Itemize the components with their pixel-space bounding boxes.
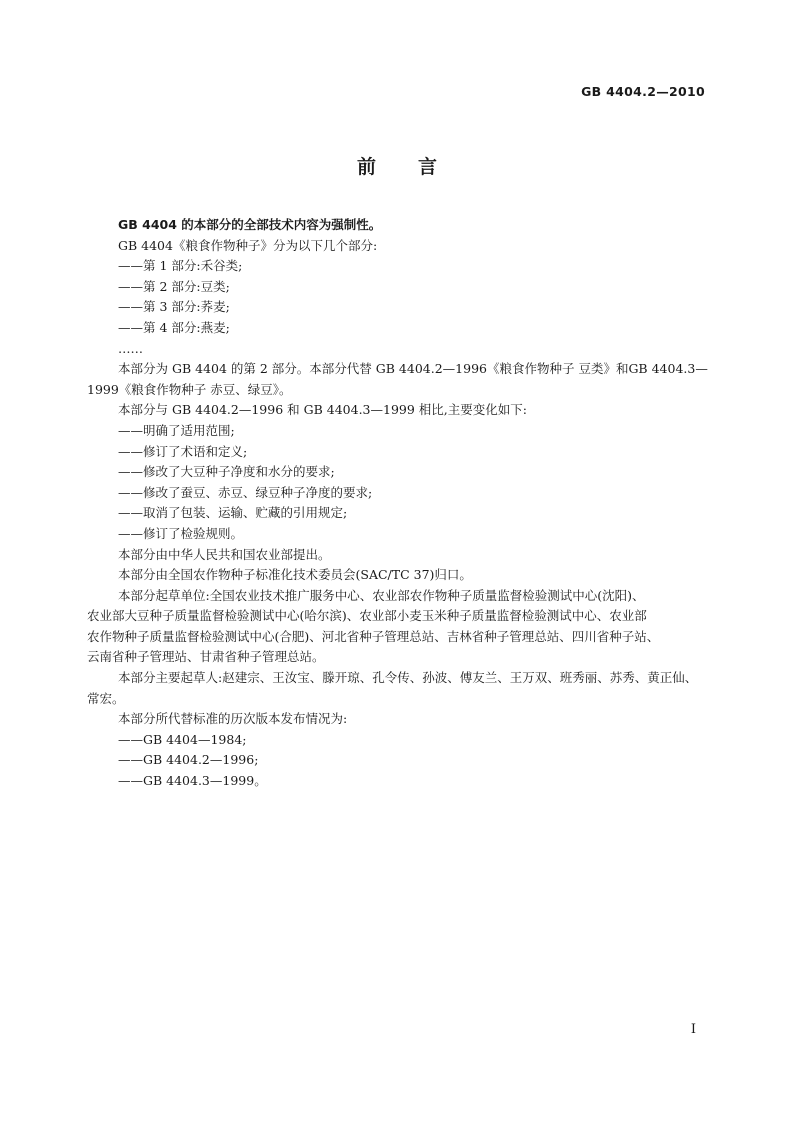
page-title: 前言 xyxy=(356,156,479,178)
drafters: 本部分主要起草人:赵建宗、王汝宝、滕开琼、孔令传、孙波、傅友兰、王万双、班秀丽、苏秀、黄正仙、 xyxy=(118,670,698,686)
committee-statement: 本部分由全国农作物种子标准化技术委员会(SAC/TC 37)归口。 xyxy=(118,567,472,583)
change-item: ——修改了蚕豆、赤豆、绿豆种子净度的要求; xyxy=(118,484,373,500)
ellipsis: …… xyxy=(118,340,143,356)
changes-intro: 本部分与 GB 4404.2—1996 和 GB 4404.3—1999 相比,主要变化如下: xyxy=(118,402,527,418)
replacement-statement: 本部分为 GB 4404 的第 2 部分。本部分代替 GB 4404.2—1996《粮食作物种子 豆类》和GB 4404.3— xyxy=(118,361,708,377)
drafting-units-cont: 云南省种子管理站、甘肃省种子管理总站。 xyxy=(87,649,325,665)
proposer-statement: 本部分由中华人民共和国农业部提出。 xyxy=(118,546,331,562)
drafters-cont: 常宏。 xyxy=(87,690,125,706)
standard-code: GB 4404.2—2010 xyxy=(581,84,705,99)
part-list-item: ——第 4 部分:燕麦; xyxy=(118,319,230,335)
parts-intro: GB 4404《粮食作物种子》分为以下几个部分: xyxy=(118,237,378,253)
mandatory-statement: GB 4404 的本部分的全部技术内容为强制性。 xyxy=(118,217,382,232)
part-list-item: ——第 3 部分:荞麦; xyxy=(118,299,230,315)
change-item: ——明确了适用范围; xyxy=(118,422,235,438)
history-item: ——GB 4404—1984; xyxy=(118,731,247,747)
page-number: I xyxy=(690,1022,696,1037)
drafting-units-cont: 农作物种子质量监督检验测试中心(合肥)、河北省种子管理总站、吉林省种子管理总站、四川省种子站、 xyxy=(87,628,660,644)
change-item: ——修订了术语和定义; xyxy=(118,443,248,459)
history-item: ——GB 4404.3—1999。 xyxy=(118,773,267,789)
history-intro: 本部分所代替标准的历次版本发布情况为: xyxy=(118,711,348,727)
replacement-statement-cont: 1999《粮食作物种子 赤豆、绿豆》。 xyxy=(87,381,292,397)
history-item: ——GB 4404.2—1996; xyxy=(118,752,259,768)
drafting-units: 本部分起草单位:全国农业技术推广服务中心、农业部农作物种子质量监督检验测试中心(沈阳)、 xyxy=(118,587,645,603)
change-item: ——修改了大豆种子净度和水分的要求; xyxy=(118,464,335,480)
change-item: ——修订了检验规则。 xyxy=(118,525,244,541)
drafting-units-cont: 农业部大豆种子质量监督检验测试中心(哈尔滨)、农业部小麦玉米种子质量监督检验测试中心、农业部 xyxy=(87,608,647,624)
part-list-item: ——第 1 部分:禾谷类; xyxy=(118,258,243,274)
part-list-item: ——第 2 部分:豆类; xyxy=(118,278,230,294)
foreword-body xyxy=(87,215,708,792)
change-item: ——取消了包装、运输、贮藏的引用规定; xyxy=(118,505,348,521)
